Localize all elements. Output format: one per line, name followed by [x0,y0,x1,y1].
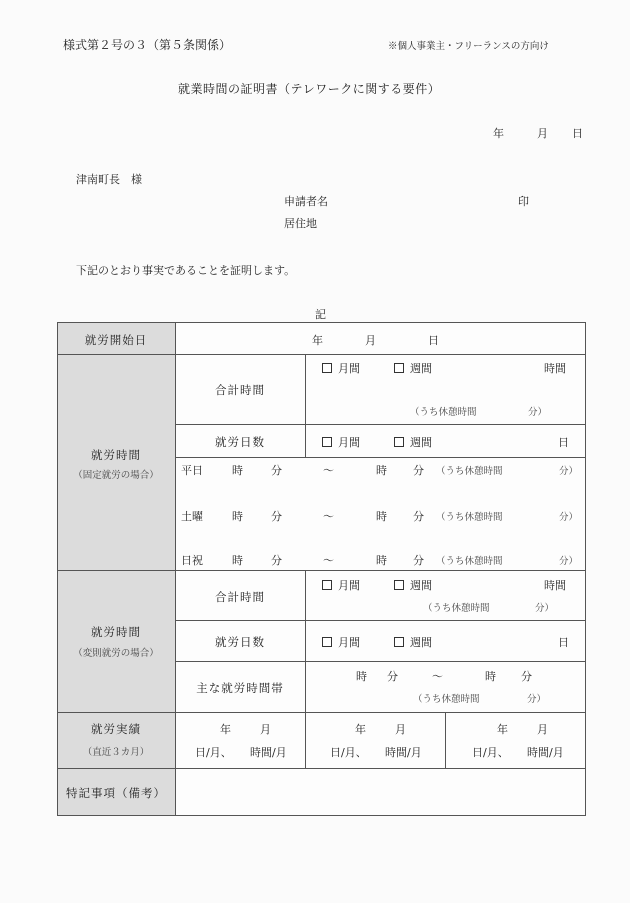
applicant-name-label: 申請者名 [284,195,328,208]
record-hours: 時間/月 [250,746,287,759]
remarks-label: 特記事項（備考） [66,786,166,800]
address-label: 居住地 [284,217,317,230]
row-divider [175,424,586,425]
schedule-minute: 分 [413,554,424,567]
variable-days-monthly-checkbox[interactable] [322,634,360,650]
tilde: ～ [432,670,443,683]
main-break: （うち休憩時間 [413,694,480,705]
schedule-minute: 分 [413,464,424,477]
checkbox-icon [322,637,332,647]
schedule-hour: 時 [232,464,243,477]
fixed-days-weekly-checkbox[interactable] [394,434,432,450]
option-label: 月間 [338,362,360,375]
variable-days-unit: 日 [558,636,569,649]
variable-work-label: 就労時間 [91,625,141,639]
schedule-break: （うち休憩時間 [436,556,503,567]
row-divider [57,570,586,571]
schedule-minute: 分 [271,554,282,567]
start-date-label: 就労開始日 [84,333,148,347]
checkbox-icon [322,437,332,447]
record-year: 年 [220,723,231,736]
schedule-day: 平日 [181,464,203,477]
record-hours: 時間/月 [385,746,422,759]
record-month: 月 [395,723,406,736]
main-minute: 分 [387,670,398,683]
start-date-day: 日 [428,334,439,347]
option-label: 週間 [410,579,432,592]
checkbox-icon [394,580,404,590]
form-number: 様式第２号の３（第５条関係） [63,38,232,52]
fixed-days-monthly-checkbox[interactable] [322,434,360,450]
schedule-hour: 時 [376,510,387,523]
record-year: 年 [497,723,508,736]
fixed-total-hours-label: 合計時間 [215,383,265,397]
schedule-break-unit: 分） [559,466,579,477]
record-days: 日/月、 [195,746,232,759]
schedule-break: （うち休憩時間 [436,512,503,523]
remarks-field[interactable] [176,769,585,815]
variable-total-unit: 時間 [544,579,566,592]
main-hour: 時 [485,670,496,683]
row-divider [175,661,586,662]
tilde: ～ [323,510,334,523]
col-divider [305,354,306,457]
table-border [57,322,586,816]
variable-total-break-unit: 分） [535,603,555,614]
variable-total-weekly-checkbox[interactable] [394,577,432,593]
ki-heading: 記 [315,308,326,321]
main-hours-label: 主な就労時間帯 [196,681,284,695]
schedule-day: 日祝 [181,554,203,567]
option-label: 週間 [410,362,432,375]
record-days: 日/月、 [472,746,509,759]
checkbox-icon [394,637,404,647]
main-break-unit: 分） [527,694,547,705]
schedule-hour: 時 [376,554,387,567]
option-label: 月間 [338,579,360,592]
option-label: 月間 [338,636,360,649]
date-day: 日 [572,127,583,140]
tilde: ～ [323,554,334,567]
main-hour: 時 [356,670,367,683]
fixed-total-unit: 時間 [544,362,566,375]
fixed-work-sublabel: （固定就労の場合） [73,470,159,481]
schedule-break: （うち休憩時間 [436,466,503,477]
schedule-hour: 時 [232,554,243,567]
row-divider [57,354,586,355]
variable-total-monthly-checkbox[interactable] [322,577,360,593]
record-days: 日/月、 [330,746,367,759]
audience-note: ※個人事業主・フリーランスの方向け [388,41,549,52]
start-date-year: 年 [312,334,323,347]
date-year: 年 [493,127,504,140]
date-month: 月 [537,127,548,140]
option-label: 月間 [338,436,360,449]
seal-label: 印 [518,195,529,208]
variable-total-break: （うち休憩時間 [423,603,490,614]
record-sublabel: （直近３カ月） [82,747,150,758]
record-label: 就労実績 [91,722,141,736]
checkbox-icon [322,363,332,373]
schedule-break-unit: 分） [559,512,579,523]
schedule-minute: 分 [271,510,282,523]
record-year: 年 [355,723,366,736]
row-divider [175,457,586,458]
record-month: 月 [537,723,548,736]
checkbox-icon [322,580,332,590]
schedule-hour: 時 [232,510,243,523]
statement: 下記のとおり事実であることを証明します。 [76,264,296,277]
main-minute: 分 [521,670,532,683]
variable-total-hours-label: 合計時間 [215,590,265,604]
tilde: ～ [323,464,334,477]
fixed-total-monthly-checkbox[interactable] [322,360,360,376]
variable-work-days-label: 就労日数 [215,635,265,649]
row-divider [175,620,586,621]
fixed-work-label: 就労時間 [91,448,141,462]
col-divider [305,570,306,768]
variable-work-sublabel: （変則就労の場合） [73,648,159,659]
record-hours: 時間/月 [527,746,564,759]
col-divider [445,712,446,768]
schedule-minute: 分 [413,510,424,523]
option-label: 週間 [410,636,432,649]
schedule-break-unit: 分） [559,556,579,567]
start-date-month: 月 [365,334,376,347]
fixed-total-break: （うち休憩時間 [410,407,477,418]
fixed-total-break-unit: 分） [528,407,548,418]
schedule-hour: 時 [376,464,387,477]
variable-days-weekly-checkbox[interactable] [394,634,432,650]
fixed-total-weekly-checkbox[interactable] [394,360,432,376]
addressee: 津南町長 様 [76,173,142,186]
row-divider [57,712,586,713]
record-month: 月 [260,723,271,736]
checkbox-icon [394,363,404,373]
schedule-minute: 分 [271,464,282,477]
option-label: 週間 [410,436,432,449]
document-title: 就業時間の証明書（テレワークに関する要件） [178,82,441,96]
schedule-day: 土曜 [181,510,203,523]
checkbox-icon [394,437,404,447]
fixed-days-unit: 日 [558,436,569,449]
fixed-work-days-label: 就労日数 [215,435,265,449]
